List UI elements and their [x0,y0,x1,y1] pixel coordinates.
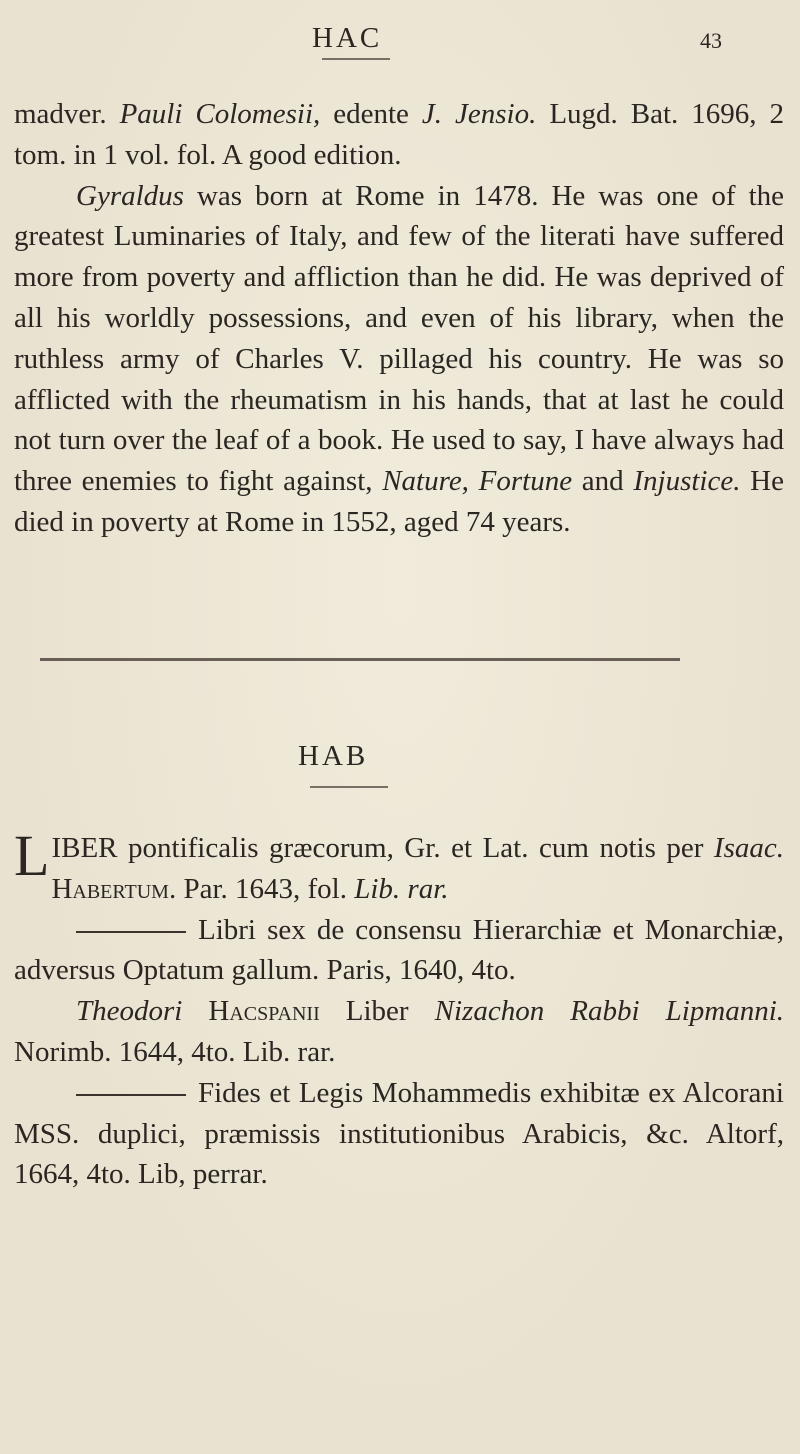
section-heading-rule [310,786,388,788]
entry-colomesius: madver. Pauli Colomesii, edente J. Jensio. Lugd. Bat. 1696, 2 tom. in 1 vol. fol. A good edition. [14,98,784,171]
section-heading: HAB [298,740,369,772]
page-number: 43 [700,28,722,53]
section-separator-rule [40,658,680,661]
gyraldus-biography: Gyraldus was born at Rome in 1478. He was one of the greatest Luminaries of Italy, and few of the literati have suffered more from poverty and affliction than he did. He was deprived of all his worldly possessions, and even of his library, when the ruthless army of Charles V. pillaged his country. He was so afflicted with the rheumatism in his hands, that at last he could not turn over the leaf of a book. He used to say, I have always had three enemies to fight against, Nature, Fortune and Injustice. He died in poverty at Rome in 1552, aged 74 years. [14,179,784,538]
entry-libri-sex: Libri sex de consensu Hierarchiæ et Monarchiæ, adversus Optatum gallum. Paris, 1640, 4to. [14,913,784,987]
entry-fides-et-legis: Fides et Legis Mohammedis exhibitæ ex Alcorani MSS. duplici, præmissis institutionibus Arabicis, &c. Altorf, 1664, 4to. Lib, perrar. [14,1076,784,1191]
header-rule [322,58,390,60]
running-head [0,22,800,66]
entry-hacspanii: Theodori Hacspanii Liber Nizachon Rabbi Lipmanni. Norimb. 1644, 4to. Lib. rar. [14,995,784,1068]
ditto-dash [76,931,186,933]
running-head-title: HAC [312,22,383,54]
drop-capital: L [14,823,50,888]
entry-hac-block [14,94,784,543]
ditto-dash [76,1094,186,1096]
entry-hab-block [14,823,784,1195]
entry-liber-pontificalis: LIBER pontificalis græcorum, Gr. et Lat. cum notis per Isaac. Habertum. Par. 1643, fol. Lib. rar. [14,823,784,905]
